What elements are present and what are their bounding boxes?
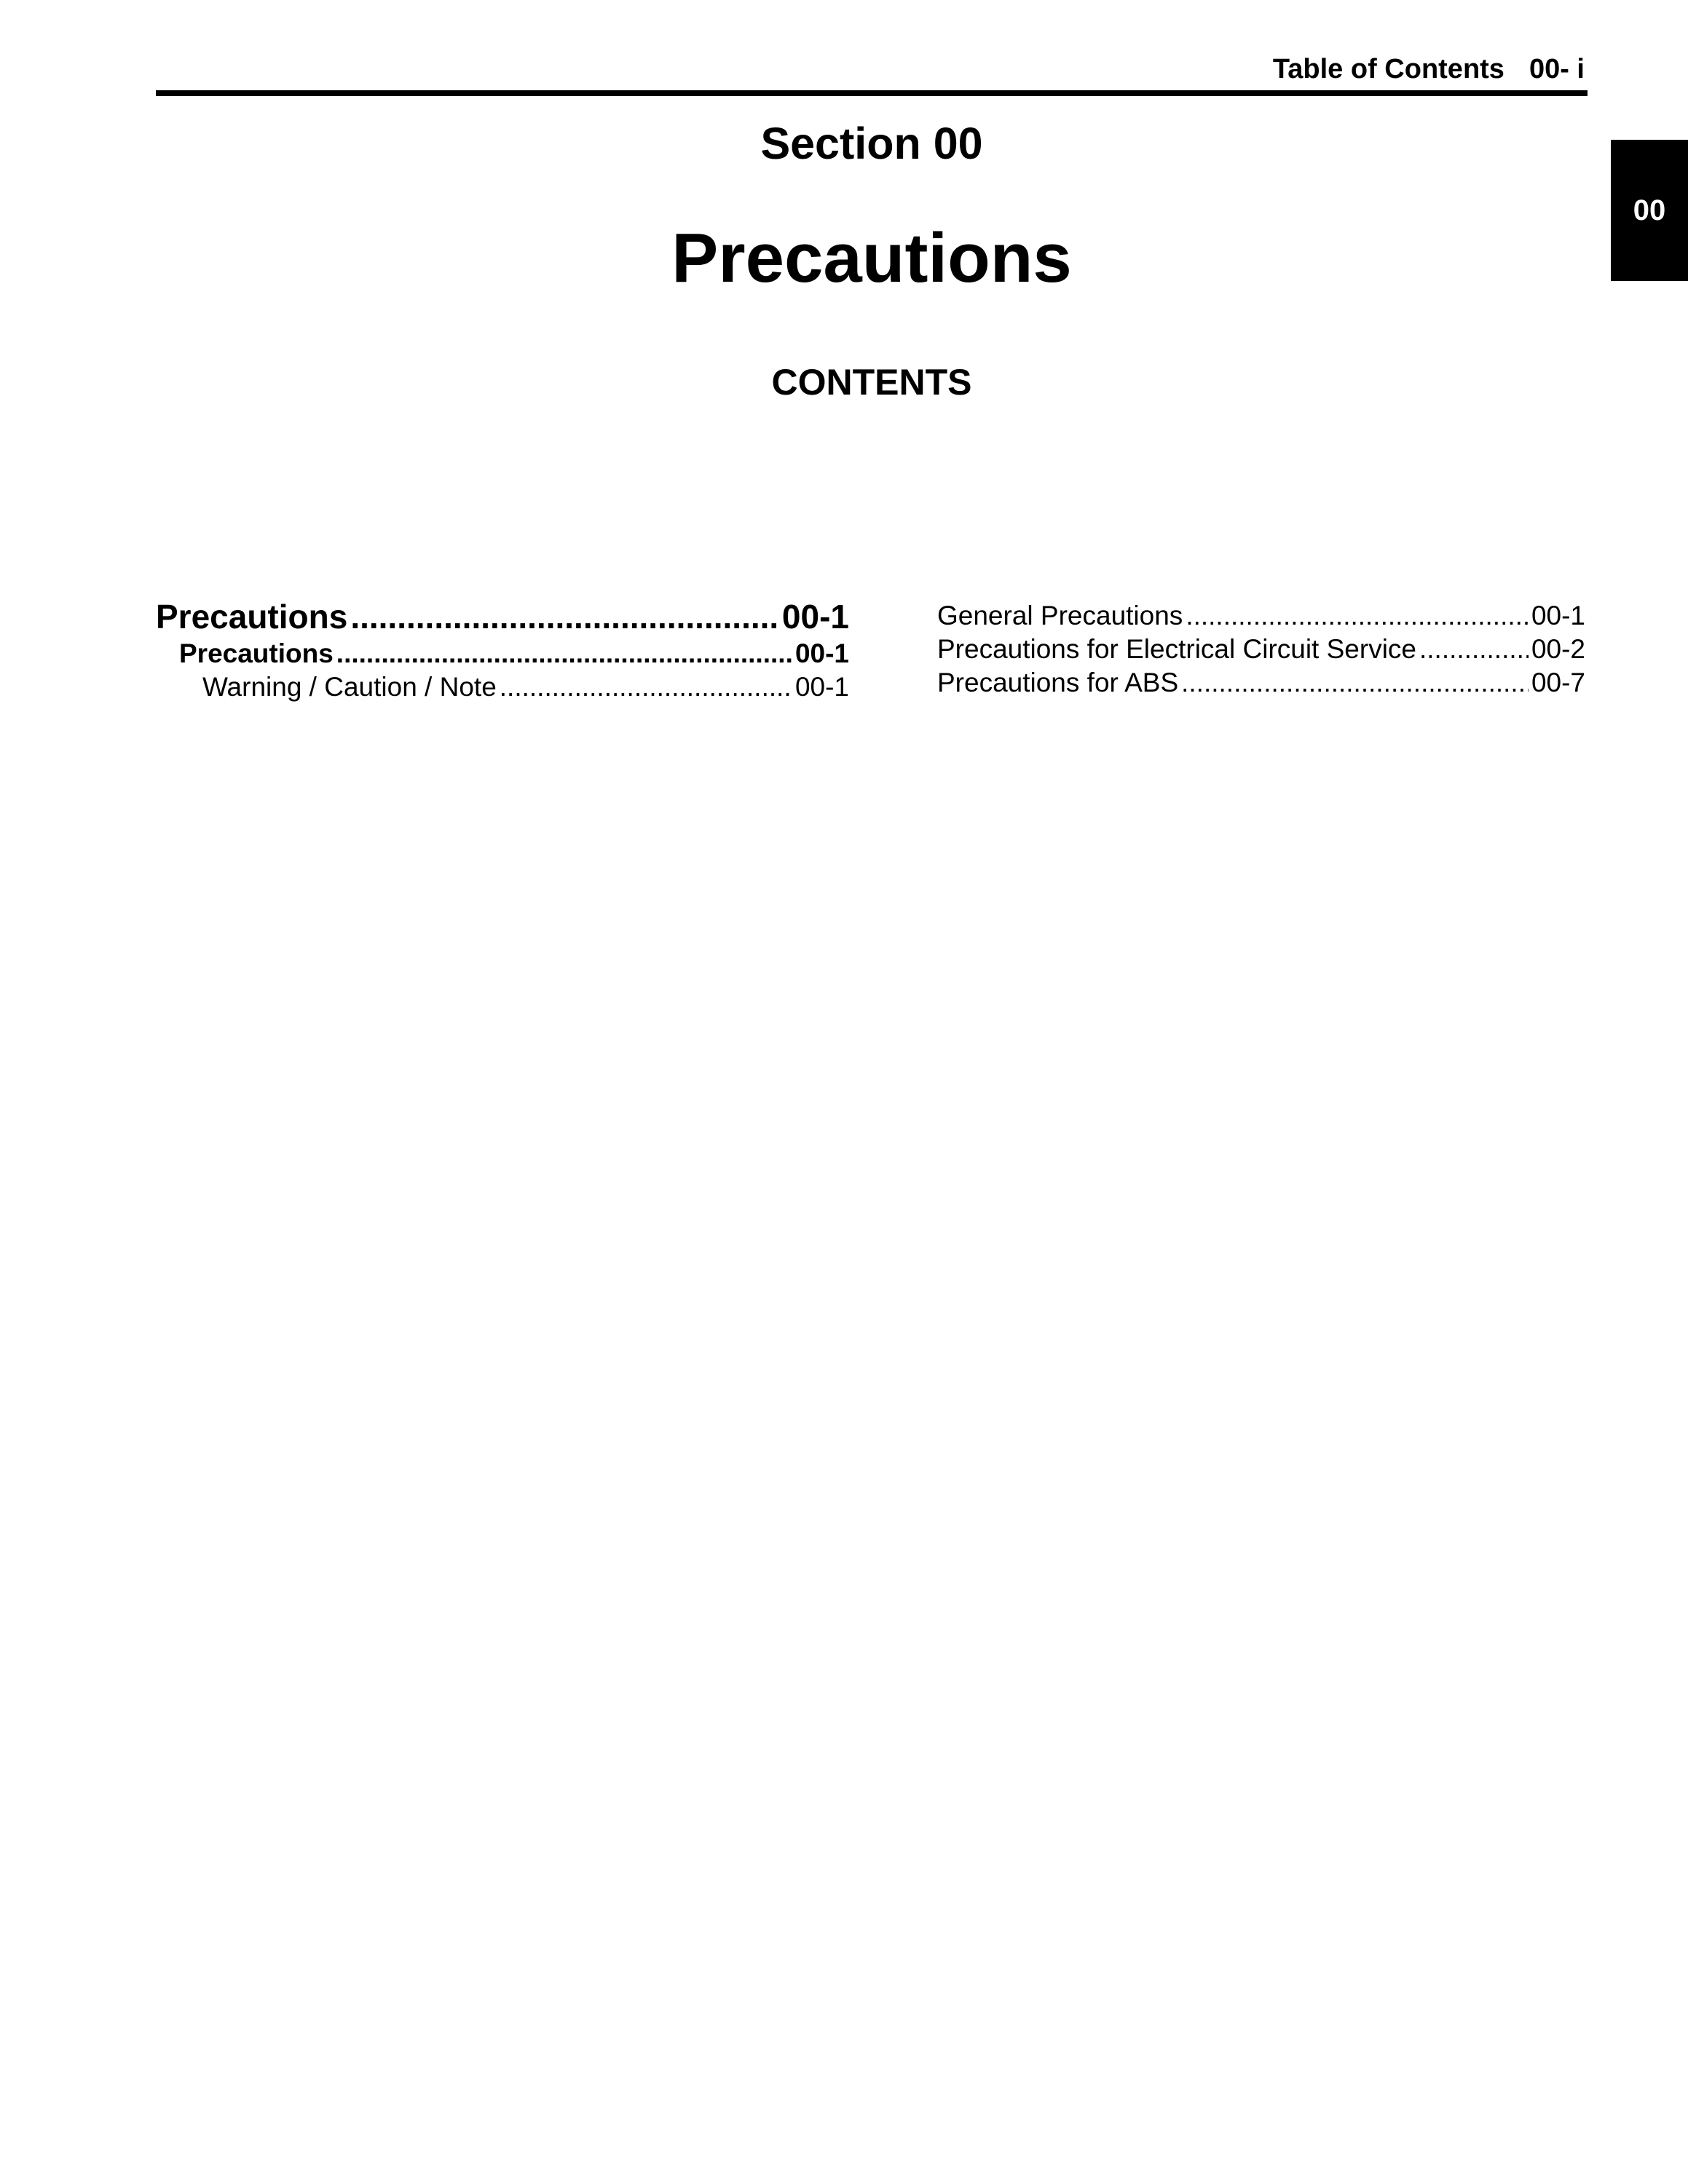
toc-left-column: [156, 597, 849, 705]
section-tab-label: 00: [1633, 194, 1666, 226]
toc-leader-dots: [500, 672, 792, 703]
toc-entry-topic[interactable]: [156, 672, 849, 705]
running-header: [1092, 54, 1585, 85]
toc-leader-dots: [350, 597, 779, 636]
toc-entry-page: 00-1: [1531, 601, 1585, 630]
toc-entry-page: 00-1: [794, 638, 849, 668]
toc-entry-chapter[interactable]: [156, 597, 849, 638]
toc-leader-dots: [1419, 634, 1529, 665]
toc-entry-label: General Precautions: [937, 601, 1183, 630]
toc-entry-topic[interactable]: [937, 668, 1585, 701]
toc-entry-section[interactable]: [156, 638, 849, 672]
toc-leader-dots: [1186, 601, 1529, 631]
section-number: Section 00: [760, 119, 983, 168]
toc-entry-topic[interactable]: [937, 601, 1585, 634]
toc-entry-label: Precautions for Electrical Circuit Service: [937, 634, 1416, 664]
toc-entry-page: 00-1: [781, 598, 849, 636]
page-title: Precautions: [671, 219, 1072, 297]
toc-entry-page: 00-7: [1531, 668, 1585, 697]
contents-heading: CONTENTS: [771, 362, 972, 403]
toc-entry-page: 00-1: [794, 672, 849, 702]
header-page-number: 00- i: [1529, 54, 1585, 84]
header-label: Table of Contents: [1272, 54, 1504, 84]
toc-leader-dots: [336, 638, 792, 669]
toc-entry-label: Precautions: [179, 638, 334, 668]
header-rule: [156, 90, 1588, 96]
toc-entry-label: Warning / Caution / Note: [202, 672, 497, 702]
toc-leader-dots: [1181, 668, 1529, 698]
toc-entry-label: Precautions: [156, 598, 348, 636]
toc-entry-page: 00-2: [1531, 634, 1585, 664]
toc-entry-label: Precautions for ABS: [937, 668, 1179, 697]
toc-right-column: [937, 601, 1585, 701]
toc-entry-topic[interactable]: [937, 634, 1585, 668]
